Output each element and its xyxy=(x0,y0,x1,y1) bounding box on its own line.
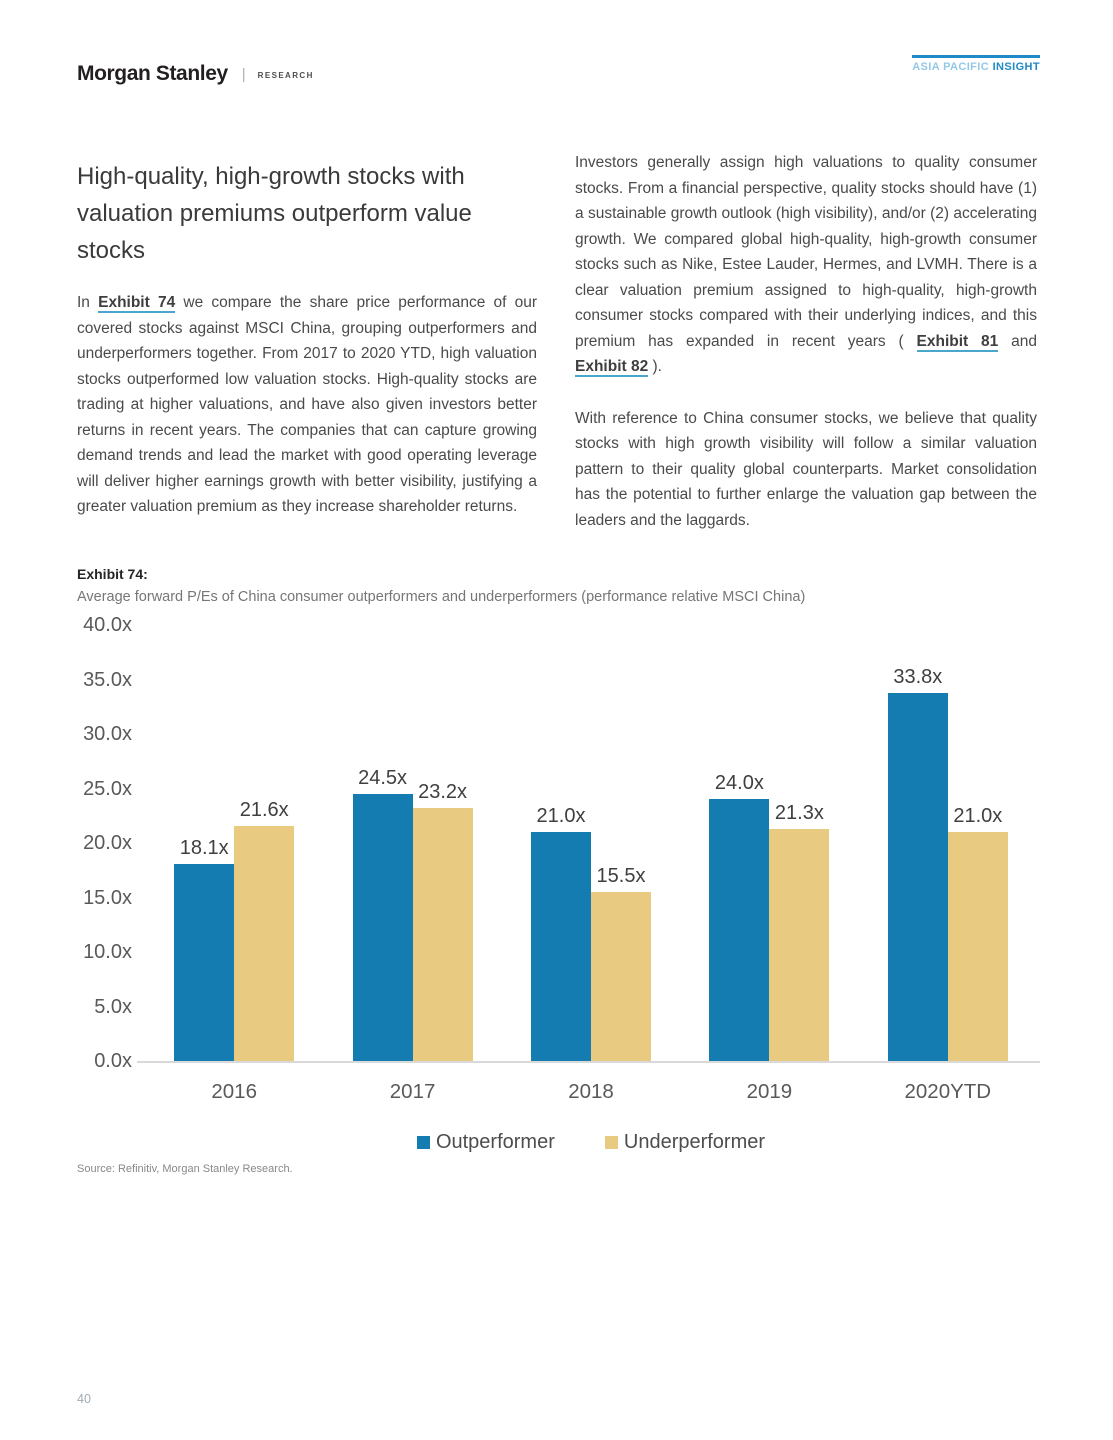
underperformer-bar xyxy=(769,829,829,1061)
bar-value-label: 21.0x xyxy=(536,805,586,828)
bar-value-label: 24.5x xyxy=(358,766,408,789)
bar-value-label: 24.0x xyxy=(714,772,764,795)
legend-item xyxy=(417,1131,555,1154)
y-axis-tick-label: 25.0x xyxy=(83,777,132,800)
text-segment: and xyxy=(998,332,1038,350)
page-number: 40 xyxy=(77,1392,91,1406)
legend-swatch-icon xyxy=(605,1136,618,1149)
morgan-stanley-logo xyxy=(77,62,314,86)
y-axis-tick-label: 0.0x xyxy=(94,1050,132,1072)
text-segment: we compare the share price performance of our covered stocks against MSCI China, grouping outperformers and underperformers together. From 2017 to 2020 YTD, high valuation stocks outperformed low valuation stocks. High-quality stocks are trading at higher valuations, and have also given investors better returns in recent years. The companies that can capture growing demand trends and lead the market with good operating leverage will deliver higher earnings growth with better visibility, justifying a greater valuation premium as they increase shareholder returns. xyxy=(77,294,538,515)
underperformer-bar xyxy=(948,832,1008,1061)
brand-divider: | xyxy=(241,65,246,83)
section-title: High-quality, high-growth stocks with valuation premiums outperform value stocks xyxy=(77,163,472,264)
y-axis-tick-label: 30.0x xyxy=(83,723,132,745)
x-axis-category-label: 2018 xyxy=(568,1080,614,1103)
legend-label: Underperformer xyxy=(623,1131,766,1153)
legend-label: Outperformer xyxy=(435,1131,555,1153)
outperformer-bar xyxy=(888,693,948,1061)
body-paragraph xyxy=(575,150,1037,380)
series-name-label: INSIGHT xyxy=(992,61,1040,73)
x-axis-category-label: 2016 xyxy=(211,1080,257,1103)
text-segment: With reference to China consumer stocks, we believe that quality stocks with high growth visibility will follow a similar valuation pattern to their quality global counterparts. Market consolidation has the potential to further enlarge the valuation gap between the leaders and the laggards. xyxy=(575,409,1037,529)
outperformer-bar xyxy=(353,794,413,1061)
bar-value-label: 21.3x xyxy=(774,801,824,824)
x-axis-category-label: 2019 xyxy=(746,1080,793,1103)
y-axis-tick-label: 15.0x xyxy=(83,886,132,909)
bar-value-label: 18.1x xyxy=(179,836,229,859)
text-segment: Investors generally assign high valuations to quality consumer stocks. From a financial perspective, quality stocks should have (1) a sustainable growth outlook (high visibility), and/or (2) accelerating growth. We compared global high-quality, high-growth consumer stocks such as Nike, Estee Lauder, Hermes, and LVMH. There is a clear valuation premium assigned to high-quality, high-growth consumer stocks compared with their underlying indices, and this premium has expanded in recent years ( xyxy=(575,154,1037,350)
outperformer-bar xyxy=(174,864,234,1061)
y-axis-tick-label: 35.0x xyxy=(83,668,132,691)
bar-value-label: 21.6x xyxy=(239,798,289,821)
y-axis-tick-label: 10.0x xyxy=(83,941,132,963)
y-axis-tick-label: 5.0x xyxy=(94,995,132,1018)
exhibit-crossref-link[interactable]: Exhibit 82 xyxy=(575,358,649,375)
x-axis-category-label: 2020YTD xyxy=(904,1080,992,1103)
outperformer-bar xyxy=(709,799,769,1061)
underperformer-bar xyxy=(413,808,473,1061)
bar-value-label: 15.5x xyxy=(596,865,646,888)
bar-value-label: 21.0x xyxy=(953,805,1003,828)
legend-item xyxy=(605,1131,765,1154)
report-series-badge xyxy=(912,55,1040,73)
text-segment: ). xyxy=(648,358,662,375)
bar-value-label: 33.8x xyxy=(893,665,943,688)
x-axis-line xyxy=(137,1061,1040,1063)
series-region-label: ASIA PACIFIC xyxy=(912,61,990,73)
bar-chart xyxy=(77,612,1040,1117)
x-axis-category-label: 2017 xyxy=(389,1080,436,1103)
legend-swatch-icon xyxy=(417,1136,430,1149)
brand-wordmark: Morgan Stanley xyxy=(77,62,228,85)
text-segment: In xyxy=(77,294,99,311)
y-axis-tick-label: 40.0x xyxy=(83,614,132,636)
underperformer-bar xyxy=(591,892,651,1061)
right-column xyxy=(575,150,1037,559)
left-column xyxy=(77,158,537,546)
exhibit-crossref-link[interactable]: Exhibit 81 xyxy=(916,332,999,350)
underperformer-bar xyxy=(234,826,294,1061)
division-label: RESEARCH xyxy=(257,71,314,80)
exhibit-subtitle: Average forward P/Es of China consumer outperformers and underperformers (performance relative MSCI China) xyxy=(77,589,806,605)
body-paragraph xyxy=(77,290,537,520)
chart-legend xyxy=(145,1131,1037,1154)
exhibit-crossref-link[interactable]: Exhibit 74 xyxy=(98,294,176,311)
y-axis-tick-label: 20.0x xyxy=(83,832,132,854)
source-note: Source: Refinitiv, Morgan Stanley Research. xyxy=(77,1163,293,1175)
bar-value-label: 23.2x xyxy=(418,781,468,804)
body-paragraph xyxy=(575,406,1037,534)
exhibit-label: Exhibit 74: xyxy=(77,566,148,582)
